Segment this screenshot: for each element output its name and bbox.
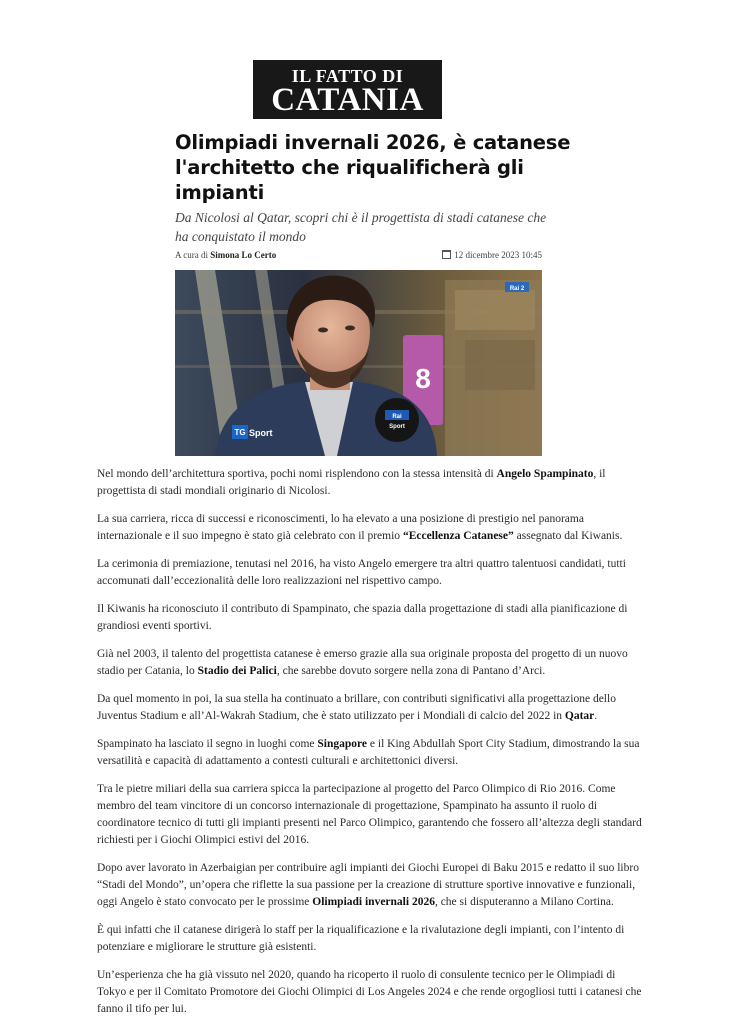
publish-date [442, 250, 542, 260]
article-paragraph [97, 466, 645, 500]
paragraph-text: Un’esperienza che ha già vissuto nel 2020, quando ha ricoperto il ruolo di consulente tecnico per le Olimpiadi di Tokyo e per il Comitato Promotore dei Giochi Olimpici di Los Angeles 2024 e che rende orgogliosi tutti i catanesi che fanno il tifo per lui. [97, 969, 642, 1015]
calendar-icon [442, 250, 451, 259]
mic-sport-label: Sport [389, 424, 405, 430]
article-meta [175, 250, 542, 264]
emphasized-text: Olimpiadi invernali 2026 [312, 896, 435, 908]
paragraph-text: Spampinato ha lasciato il segno in luoghi come [97, 738, 318, 750]
emphasized-text: “Eccellenza Catanese” [402, 530, 514, 542]
article-paragraph [97, 922, 645, 956]
paragraph-text: Il Kiwanis ha riconosciuto il contributo di Spampinato, che spazia dalla progettazione di stadi alla pianificazione di grandiosi eventi sportivi. [97, 603, 628, 632]
tg-label: TG [234, 428, 246, 437]
paragraph-text: , il progettista di stadi mondiali originario di Nicolosi. [97, 468, 606, 497]
paragraph-text: assegnato dal Kiwanis. [513, 530, 623, 542]
paragraph-text: , che si disputeranno a Milano Cortina. [434, 896, 614, 908]
article-title: Olimpiadi invernali 2026, è catanese l'architetto che riqualificherà gli impianti [175, 131, 571, 204]
paragraph-text: Tra le pietre miliari della sua carriera spicca la partecipazione al progetto del Parco Olimpico di Rio 2016. Come membro del team vincitore di un concorso internazionale di progettazione, Spampinato ha assunto il ruolo di coordinatore tecnico di tutti gli impianti presenti nel Parco Olimpico, garantendo che fossero all’altezza degli standard richiesti per i Giochi Olimpici estivi del 2016. [97, 783, 642, 846]
mic-rai-label: Rai [392, 414, 402, 420]
article-paragraph [97, 967, 645, 1018]
article-paragraph [97, 646, 645, 680]
article-body [97, 466, 645, 1029]
paragraph-text: La cerimonia di premiazione, tenutasi nel 2016, ha visto Angelo emergere tra altri quattro talentuosi candidati, tutti accomunati dall’eccezionalità delle loro realizzazioni nel rispettivo campo. [97, 558, 626, 587]
byline-prefix: A cura di [175, 250, 208, 260]
logo-line-1: IL FATTO DI [291, 66, 404, 86]
paragraph-text: È qui infatti che il catanese dirigerà lo staff per la riqualificazione e la rivalutazione degli impianti, con l’intento di potenziare e migliorare le strutture già esistenti. [97, 924, 625, 953]
paragraph-text: La sua carriera, ricca di successi e riconoscimenti, lo ha elevato a una posizione di prestigio nel panorama internazionale e il suo impegno è stato già celebrato con il premio [97, 513, 584, 542]
article-paragraph [97, 860, 645, 911]
article-subtitle: Da Nicolosi al Qatar, scopri chi è il progettista di stadi catanese che ha conquistato il mondo [175, 210, 547, 244]
paragraph-text: e il King Abdullah Sport City Stadium, dimostrando la sua versatilità e capacità di adattamento a contesti culturali e architettonici diversi. [97, 738, 640, 767]
paragraph-text: Già nel 2003, il talento del progettista catanese è emerso grazie alla sua originale proposta del progetto di un nuovo stadio per Catania, lo [97, 648, 628, 677]
gate-number: 8 [415, 363, 431, 394]
article-paragraph [97, 736, 645, 770]
emphasized-text: Stadio dei Palici [197, 665, 277, 677]
emphasized-text: Singapore [317, 738, 368, 750]
emphasized-text: Qatar [564, 710, 595, 722]
author-name[interactable]: Simona Lo Certo [210, 250, 277, 260]
article-paragraph [97, 781, 645, 849]
article-paragraph [97, 691, 645, 725]
article-photo [175, 270, 542, 456]
site-logo[interactable] [253, 60, 442, 119]
byline [175, 250, 276, 260]
paragraph-text: . [594, 710, 598, 722]
date-text: 12 dicembre 2023 10:45 [454, 250, 542, 260]
paragraph-text: Dopo aver lavorato in Azerbaigian per contribuire agli impianti dei Giochi Europei di Baku 2015 e redatto il suo libro “Stadi del Mondo”, un’opera che riflette la sua passione per la creazione di strutture sportive innovative e funzionali, oggi Angelo è stato convocato per le prossime [97, 862, 639, 908]
sport-label: Sport [249, 428, 273, 438]
article-paragraph [97, 511, 645, 545]
rai-corner-label: Rai 2 [509, 286, 525, 292]
article-paragraph [97, 601, 645, 635]
emphasized-text: Angelo Spampinato [496, 468, 594, 480]
article-paragraph [97, 556, 645, 590]
paragraph-text: Nel mondo dell’architettura sportiva, pochi nomi risplendono con la stessa intensità di [97, 468, 497, 480]
logo-line-2: CATANIA [271, 82, 424, 118]
paragraph-text: , che sarebbe dovuto sorgere nella zona di Pantano d’Arci. [276, 665, 546, 677]
paragraph-text: Da quel momento in poi, la sua stella ha continuato a brillare, con contributi significativi alla progettazione dello Juventus Stadium e all’Al-Wakrah Stadium, che è stato utilizzato per i Mondiali di calcio del 2022 in [97, 693, 616, 722]
photo-illustration [175, 270, 542, 456]
